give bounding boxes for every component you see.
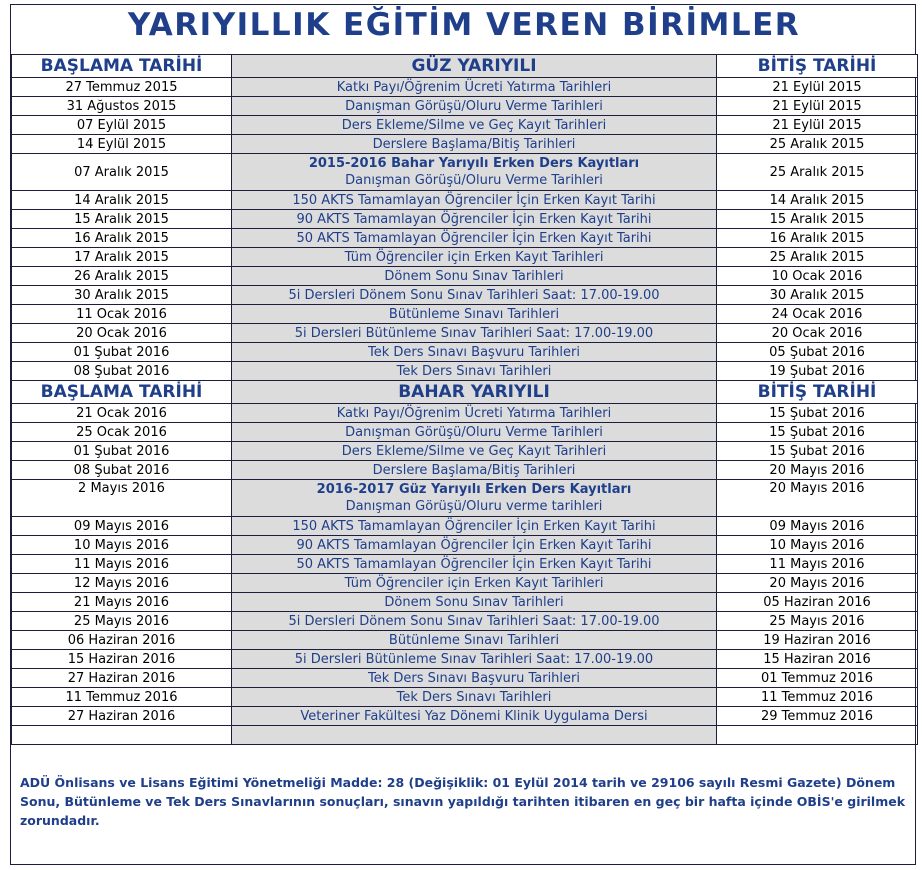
start-date: 17 Aralık 2015 xyxy=(12,248,232,267)
calendar-sheet xyxy=(10,4,916,865)
start-date: 12 Mayıs 2016 xyxy=(12,574,232,593)
start-date: 11 Ocak 2016 xyxy=(12,305,232,324)
start-date: 10 Mayıs 2016 xyxy=(12,536,232,555)
table-row xyxy=(12,343,918,362)
event-name: Katkı Payı/Öğrenim Ücreti Yatırma Tarihleri xyxy=(232,78,717,97)
early-registration-row xyxy=(12,480,918,517)
start-date: 07 Aralık 2015 xyxy=(12,154,232,191)
event-name: 5i Dersleri Dönem Sonu Sınav Tarihleri Saat: 17.00-19.00 xyxy=(232,286,717,305)
end-date: 01 Temmuz 2016 xyxy=(717,669,918,688)
start-date-header: BAŞLAMA TARİHİ xyxy=(12,381,232,404)
start-date: 27 Temmuz 2015 xyxy=(12,78,232,97)
event-name: Tek Ders Sınavı Başvuru Tarihleri xyxy=(232,669,717,688)
table-row xyxy=(12,536,918,555)
event-name: Ders Ekleme/Silme ve Geç Kayıt Tarihleri xyxy=(232,442,717,461)
table-row xyxy=(12,612,918,631)
event-name: Tek Ders Sınavı Başvuru Tarihleri xyxy=(232,343,717,362)
end-date: 20 Mayıs 2016 xyxy=(717,480,918,517)
early-registration-subtitle: Danışman Görüşü/Oluru verme tarihleri xyxy=(345,499,603,514)
early-registration-subtitle: Danışman Görüşü/Oluru Verme Tarihleri xyxy=(345,173,603,188)
page-title: YARIYILLIK EĞİTİM VEREN BİRİMLER xyxy=(127,7,801,43)
table-row xyxy=(12,248,918,267)
start-date: 30 Aralık 2015 xyxy=(12,286,232,305)
end-date: 24 Ocak 2016 xyxy=(717,305,918,324)
end-date: 11 Mayıs 2016 xyxy=(717,555,918,574)
regulation-note: ADÜ Önlisans ve Lisans Eğitimi Yönetmeliği Madde: 28 (Değişiklik: 01 Eylül 2014 tarih ve 29106 sayılı Resmi Gazete) Dönem Sonu, Bütünleme ve Tek Ders Sınavlarının sonuçları, sınavın yapıldığı tarihten itibaren en geç bir hafta içinde OBİS'e girilmek zorundadır. xyxy=(20,775,906,828)
event-name: 50 AKTS Tamamlayan Öğrenciler İçin Erken Kayıt Tarihi xyxy=(232,229,717,248)
start-date: 25 Ocak 2016 xyxy=(12,423,232,442)
start-date: 11 Mayıs 2016 xyxy=(12,555,232,574)
table-row xyxy=(12,574,918,593)
event-name: Dönem Sonu Sınav Tarihleri xyxy=(232,267,717,286)
start-date: 16 Aralık 2015 xyxy=(12,229,232,248)
end-date: 15 Şubat 2016 xyxy=(717,404,918,423)
table-row xyxy=(12,650,918,669)
event-name: Derslere Başlama/Bitiş Tarihleri xyxy=(232,461,717,480)
event-name: 5i Dersleri Bütünleme Sınav Tarihleri Saat: 17.00-19.00 xyxy=(232,324,717,343)
event-name: 5i Dersleri Dönem Sonu Sınav Tarihleri Saat: 17.00-19.00 xyxy=(232,612,717,631)
table-row xyxy=(12,210,918,229)
start-date: 25 Mayıs 2016 xyxy=(12,612,232,631)
table-row xyxy=(12,423,918,442)
start-date: 06 Haziran 2016 xyxy=(12,631,232,650)
table-row xyxy=(12,593,918,612)
event-name: Ders Ekleme/Silme ve Geç Kayıt Tarihleri xyxy=(232,116,717,135)
empty-cell xyxy=(232,726,717,745)
event-name: Dönem Sonu Sınav Tarihleri xyxy=(232,593,717,612)
table-row xyxy=(12,669,918,688)
table-row xyxy=(12,135,918,154)
end-date: 29 Temmuz 2016 xyxy=(717,707,918,726)
table-row xyxy=(12,688,918,707)
start-date: 08 Şubat 2016 xyxy=(12,362,232,381)
start-date: 08 Şubat 2016 xyxy=(12,461,232,480)
table-row xyxy=(12,517,918,536)
table-row xyxy=(12,229,918,248)
event-name: Derslere Başlama/Bitiş Tarihleri xyxy=(232,135,717,154)
end-date: 21 Eylül 2015 xyxy=(717,78,918,97)
spring-header-row xyxy=(12,381,918,404)
start-date: 11 Temmuz 2016 xyxy=(12,688,232,707)
table-row xyxy=(12,305,918,324)
table-row xyxy=(12,631,918,650)
early-registration-row xyxy=(12,154,918,191)
empty-cell xyxy=(12,726,232,745)
event-name: Bütünleme Sınavı Tarihleri xyxy=(232,631,717,650)
event-name: 150 AKTS Tamamlayan Öğrenciler İçin Erken Kayıt Tarihi xyxy=(232,517,717,536)
event-name: Tek Ders Sınavı Tarihleri xyxy=(232,362,717,381)
event-name: 150 AKTS Tamamlayan Öğrenciler İçin Erken Kayıt Tarihi xyxy=(232,191,717,210)
start-date: 27 Haziran 2016 xyxy=(12,669,232,688)
empty-cell xyxy=(717,726,918,745)
event-name: 90 AKTS Tamamlayan Öğrenciler İçin Erken Kayıt Tarihi xyxy=(232,536,717,555)
early-registration-event xyxy=(232,480,717,517)
end-date: 11 Temmuz 2016 xyxy=(717,688,918,707)
start-date: 27 Haziran 2016 xyxy=(12,707,232,726)
table-row xyxy=(12,362,918,381)
academic-calendar-table xyxy=(11,54,918,745)
end-date: 19 Şubat 2016 xyxy=(717,362,918,381)
table-row xyxy=(12,191,918,210)
start-date: 2 Mayıs 2016 xyxy=(12,480,232,517)
start-date: 21 Ocak 2016 xyxy=(12,404,232,423)
fall-header-row xyxy=(12,55,918,78)
event-name: Veteriner Fakültesi Yaz Dönemi Klinik Uygulama Dersi xyxy=(232,707,717,726)
end-date: 10 Ocak 2016 xyxy=(717,267,918,286)
event-name: Katkı Payı/Öğrenim Ücreti Yatırma Tarihleri xyxy=(232,404,717,423)
start-date: 31 Ağustos 2015 xyxy=(12,97,232,116)
table-row xyxy=(12,707,918,726)
end-date: 21 Eylül 2015 xyxy=(717,97,918,116)
end-date: 25 Aralık 2015 xyxy=(717,135,918,154)
empty-row xyxy=(12,726,918,745)
end-date: 05 Haziran 2016 xyxy=(717,593,918,612)
end-date-header: BİTİŞ TARİHİ xyxy=(717,55,918,78)
end-date: 25 Aralık 2015 xyxy=(717,154,918,191)
end-date: 25 Aralık 2015 xyxy=(717,248,918,267)
end-date: 15 Şubat 2016 xyxy=(717,423,918,442)
table-row xyxy=(12,404,918,423)
end-date: 30 Aralık 2015 xyxy=(717,286,918,305)
event-name: Tek Ders Sınavı Tarihleri xyxy=(232,688,717,707)
end-date: 16 Aralık 2015 xyxy=(717,229,918,248)
end-date: 20 Mayıs 2016 xyxy=(717,461,918,480)
start-date: 01 Şubat 2016 xyxy=(12,343,232,362)
end-date: 15 Aralık 2015 xyxy=(717,210,918,229)
start-date: 20 Ocak 2016 xyxy=(12,324,232,343)
event-name: 50 AKTS Tamamlayan Öğrenciler İçin Erken Kayıt Tarihi xyxy=(232,555,717,574)
event-name: Danışman Görüşü/Oluru Verme Tarihleri xyxy=(232,97,717,116)
table-row xyxy=(12,286,918,305)
early-registration-title: 2016-2017 Güz Yarıyılı Erken Ders Kayıtları xyxy=(316,482,632,497)
end-date: 21 Eylül 2015 xyxy=(717,116,918,135)
table-row xyxy=(12,116,918,135)
end-date-header: BİTİŞ TARİHİ xyxy=(717,381,918,404)
start-date-header: BAŞLAMA TARİHİ xyxy=(12,55,232,78)
start-date: 26 Aralık 2015 xyxy=(12,267,232,286)
table-row xyxy=(12,267,918,286)
start-date: 01 Şubat 2016 xyxy=(12,442,232,461)
start-date: 15 Haziran 2016 xyxy=(12,650,232,669)
end-date: 19 Haziran 2016 xyxy=(717,631,918,650)
start-date: 07 Eylül 2015 xyxy=(12,116,232,135)
start-date: 09 Mayıs 2016 xyxy=(12,517,232,536)
event-name: Danışman Görüşü/Oluru Verme Tarihleri xyxy=(232,423,717,442)
table-row xyxy=(12,461,918,480)
start-date: 15 Aralık 2015 xyxy=(12,210,232,229)
table-row xyxy=(12,324,918,343)
start-date: 14 Aralık 2015 xyxy=(12,191,232,210)
event-name: Tüm Öğrenciler için Erken Kayıt Tarihleri xyxy=(232,248,717,267)
table-row xyxy=(12,97,918,116)
start-date: 21 Mayıs 2016 xyxy=(12,593,232,612)
start-date: 14 Eylül 2015 xyxy=(12,135,232,154)
end-date: 20 Mayıs 2016 xyxy=(717,574,918,593)
table-row xyxy=(12,555,918,574)
end-date: 20 Ocak 2016 xyxy=(717,324,918,343)
table-row xyxy=(12,442,918,461)
end-date: 15 Şubat 2016 xyxy=(717,442,918,461)
end-date: 10 Mayıs 2016 xyxy=(717,536,918,555)
end-date: 25 Mayıs 2016 xyxy=(717,612,918,631)
event-name: Bütünleme Sınavı Tarihleri xyxy=(232,305,717,324)
term-header: GÜZ YARIYILI xyxy=(232,55,717,78)
early-registration-event xyxy=(232,154,717,191)
event-name: Tüm Öğrenciler için Erken Kayıt Tarihleri xyxy=(232,574,717,593)
end-date: 09 Mayıs 2016 xyxy=(717,517,918,536)
end-date: 05 Şubat 2016 xyxy=(717,343,918,362)
end-date: 14 Aralık 2015 xyxy=(717,191,918,210)
event-name: 90 AKTS Tamamlayan Öğrenciler İçin Erken Kayıt Tarihi xyxy=(232,210,717,229)
table-row xyxy=(12,78,918,97)
end-date: 15 Haziran 2016 xyxy=(717,650,918,669)
early-registration-title: 2015-2016 Bahar Yarıyılı Erken Ders Kayıtları xyxy=(308,156,640,171)
event-name: 5i Dersleri Bütünleme Sınav Tarihleri Saat: 17.00-19.00 xyxy=(232,650,717,669)
term-header: BAHAR YARIYILI xyxy=(232,381,717,404)
